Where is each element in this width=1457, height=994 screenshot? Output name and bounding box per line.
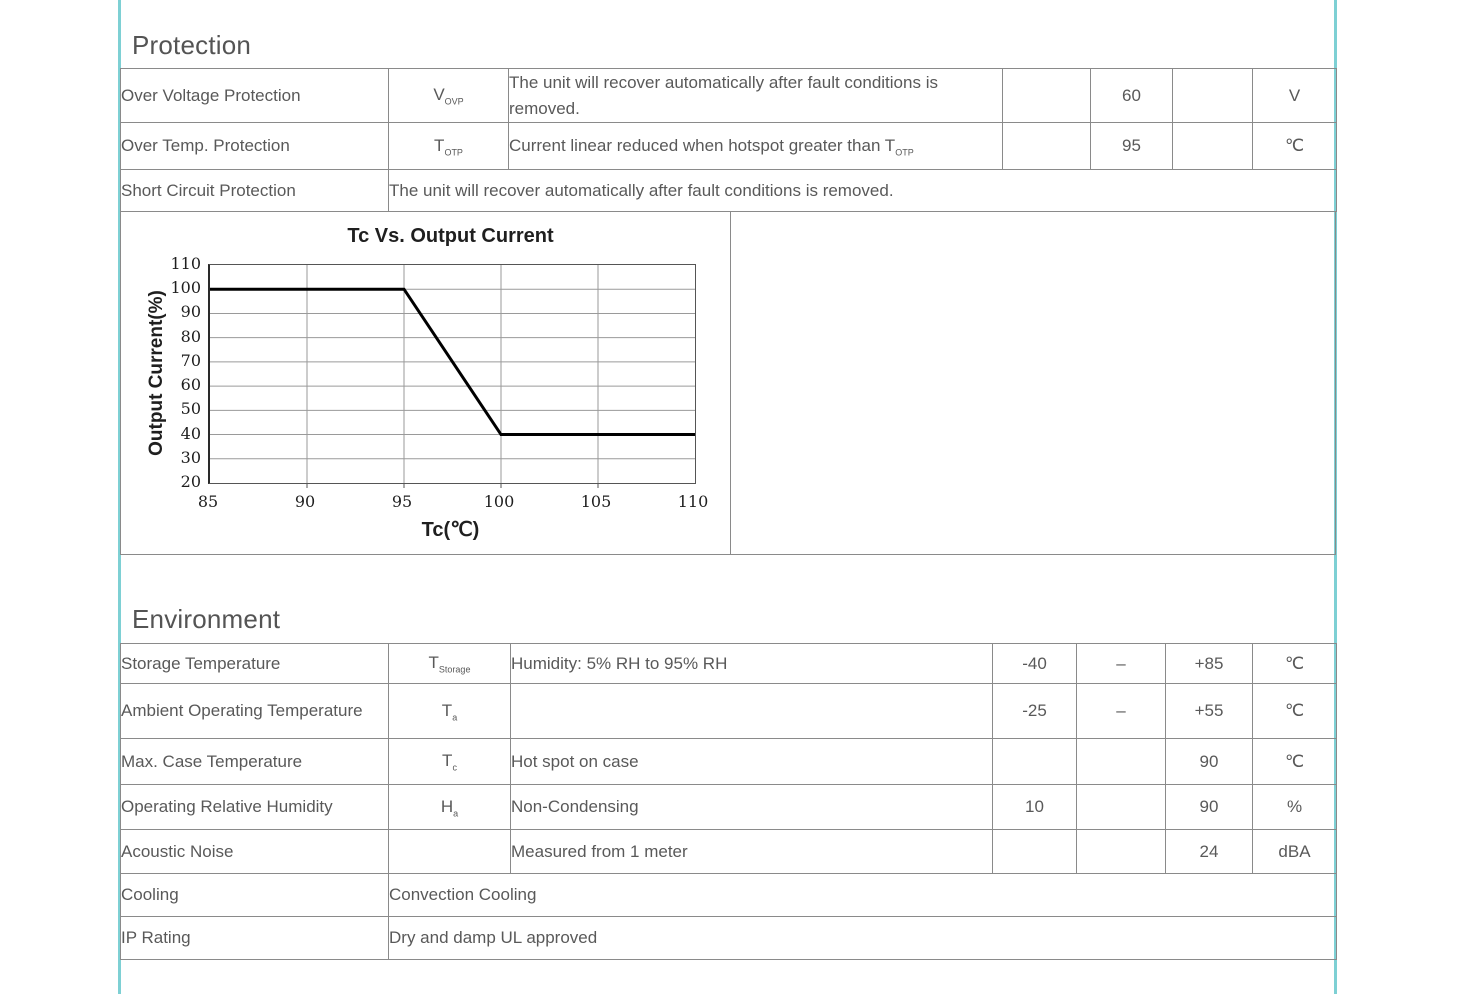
param-symbol <box>389 69 509 123</box>
param-min: 10 <box>993 785 1077 830</box>
environment-table <box>120 643 1337 960</box>
param-min <box>1003 123 1091 170</box>
param-name: Max. Case Temperature <box>121 739 389 785</box>
param-typ <box>1077 785 1166 830</box>
param-unit: ℃ <box>1253 739 1337 785</box>
y-tick: 60 <box>180 375 201 395</box>
table-row <box>121 684 1337 739</box>
x-axis-ticks <box>191 492 710 511</box>
param-description <box>509 123 1003 170</box>
param-max <box>1173 69 1253 123</box>
param-name: Over Voltage Protection <box>121 69 389 123</box>
param-typ <box>1077 739 1166 785</box>
param-name: Acoustic Noise <box>121 830 389 874</box>
param-name: Operating Relative Humidity <box>121 785 389 830</box>
symbol-base: V <box>433 85 445 105</box>
symbol-base: T <box>442 751 453 771</box>
y-tick: 30 <box>180 447 201 467</box>
param-min: -25 <box>993 684 1077 739</box>
y-tick: 100 <box>170 278 201 298</box>
param-typ: 95 <box>1091 123 1173 170</box>
param-description: Dry and damp UL approved <box>389 917 1337 960</box>
symbol-subscript: Storage <box>438 664 471 675</box>
param-name: Over Temp. Protection <box>121 123 389 170</box>
symbol-subscript: c <box>452 762 457 773</box>
param-typ: – <box>1077 644 1166 684</box>
table-row <box>121 170 1337 212</box>
param-max: 24 <box>1166 830 1253 874</box>
param-description <box>511 684 993 739</box>
chart-title: Tc Vs. Output Current <box>347 225 554 247</box>
param-name: Ambient Operating Temperature <box>121 684 389 739</box>
x-tick: 95 <box>391 492 413 511</box>
param-min <box>993 739 1077 785</box>
description-subscript: OTP <box>895 146 914 157</box>
empty-cell <box>731 212 1335 554</box>
description-text: Current linear reduced when hotspot greater than T <box>509 135 896 155</box>
param-min <box>993 830 1077 874</box>
symbol-subscript: OTP <box>444 146 463 157</box>
y-tick: 70 <box>180 350 201 370</box>
param-name: Cooling <box>121 874 389 917</box>
param-typ: – <box>1077 684 1166 739</box>
table-row <box>121 69 1337 123</box>
param-typ <box>1077 830 1166 874</box>
param-unit: ℃ <box>1253 684 1337 739</box>
tc-curve-svg <box>210 265 695 483</box>
x-axis-label: Tc(℃) <box>421 519 480 541</box>
y-tick: 50 <box>180 399 201 419</box>
x-tick: 110 <box>677 492 709 511</box>
param-symbol <box>389 123 509 170</box>
environment-section-title: Environment <box>132 604 281 634</box>
plot-area <box>208 264 696 484</box>
param-unit: ℃ <box>1253 123 1337 170</box>
symbol-subscript: OVP <box>444 96 464 107</box>
param-unit: V <box>1253 69 1337 123</box>
x-tick: 90 <box>294 492 316 511</box>
param-typ: 60 <box>1091 69 1173 123</box>
param-max: +55 <box>1166 684 1253 739</box>
param-symbol <box>389 684 511 739</box>
x-tick: 105 <box>580 492 612 511</box>
y-tick: 90 <box>180 302 201 322</box>
param-description: Hot spot on case <box>511 739 993 785</box>
param-max: +85 <box>1166 644 1253 684</box>
param-description: The unit will recover automatically after fault conditions is removed. <box>509 69 1003 123</box>
protection-table <box>120 68 1337 212</box>
table-row <box>121 123 1337 170</box>
param-min: -40 <box>993 644 1077 684</box>
symbol-base: T <box>428 653 439 673</box>
param-description: Convection Cooling <box>389 874 1337 917</box>
symbol-base: T <box>434 135 445 155</box>
table-row <box>121 917 1337 960</box>
y-tick: 40 <box>180 423 201 443</box>
param-name: Short Circuit Protection <box>121 170 389 212</box>
symbol-base: T <box>441 700 453 720</box>
param-unit: % <box>1253 785 1337 830</box>
param-name: Storage Temperature <box>121 644 389 684</box>
table-row <box>121 874 1337 917</box>
y-tick: 110 <box>170 254 201 273</box>
y-tick: 20 <box>180 471 201 491</box>
param-description: The unit will recover automatically after fault conditions is removed. <box>389 170 1337 212</box>
param-symbol <box>389 644 511 684</box>
chart-table-row <box>120 211 1336 555</box>
symbol-base: H <box>440 796 454 816</box>
param-symbol <box>389 830 511 874</box>
param-min <box>1003 69 1091 123</box>
symbol-subscript: a <box>453 807 459 818</box>
param-description: Measured from 1 meter <box>511 830 993 874</box>
y-tick: 80 <box>180 326 201 346</box>
param-name: IP Rating <box>121 917 389 960</box>
param-max: 90 <box>1166 739 1253 785</box>
param-unit: dBA <box>1253 830 1337 874</box>
param-symbol <box>389 785 511 830</box>
protection-section-title: Protection <box>132 30 252 60</box>
param-symbol <box>389 739 511 785</box>
x-tick: 85 <box>197 492 219 511</box>
symbol-subscript: a <box>452 711 458 722</box>
param-unit: ℃ <box>1253 644 1337 684</box>
y-axis-label: Output Current(%) <box>146 290 167 456</box>
x-tick: 100 <box>483 492 515 511</box>
table-row <box>121 785 1337 830</box>
table-row <box>121 644 1337 684</box>
param-description: Humidity: 5% RH to 95% RH <box>511 644 993 684</box>
table-row <box>121 739 1337 785</box>
table-row <box>121 830 1337 874</box>
derating-chart <box>121 212 731 554</box>
param-description: Non-Condensing <box>511 785 993 830</box>
param-max <box>1173 123 1253 170</box>
param-max: 90 <box>1166 785 1253 830</box>
